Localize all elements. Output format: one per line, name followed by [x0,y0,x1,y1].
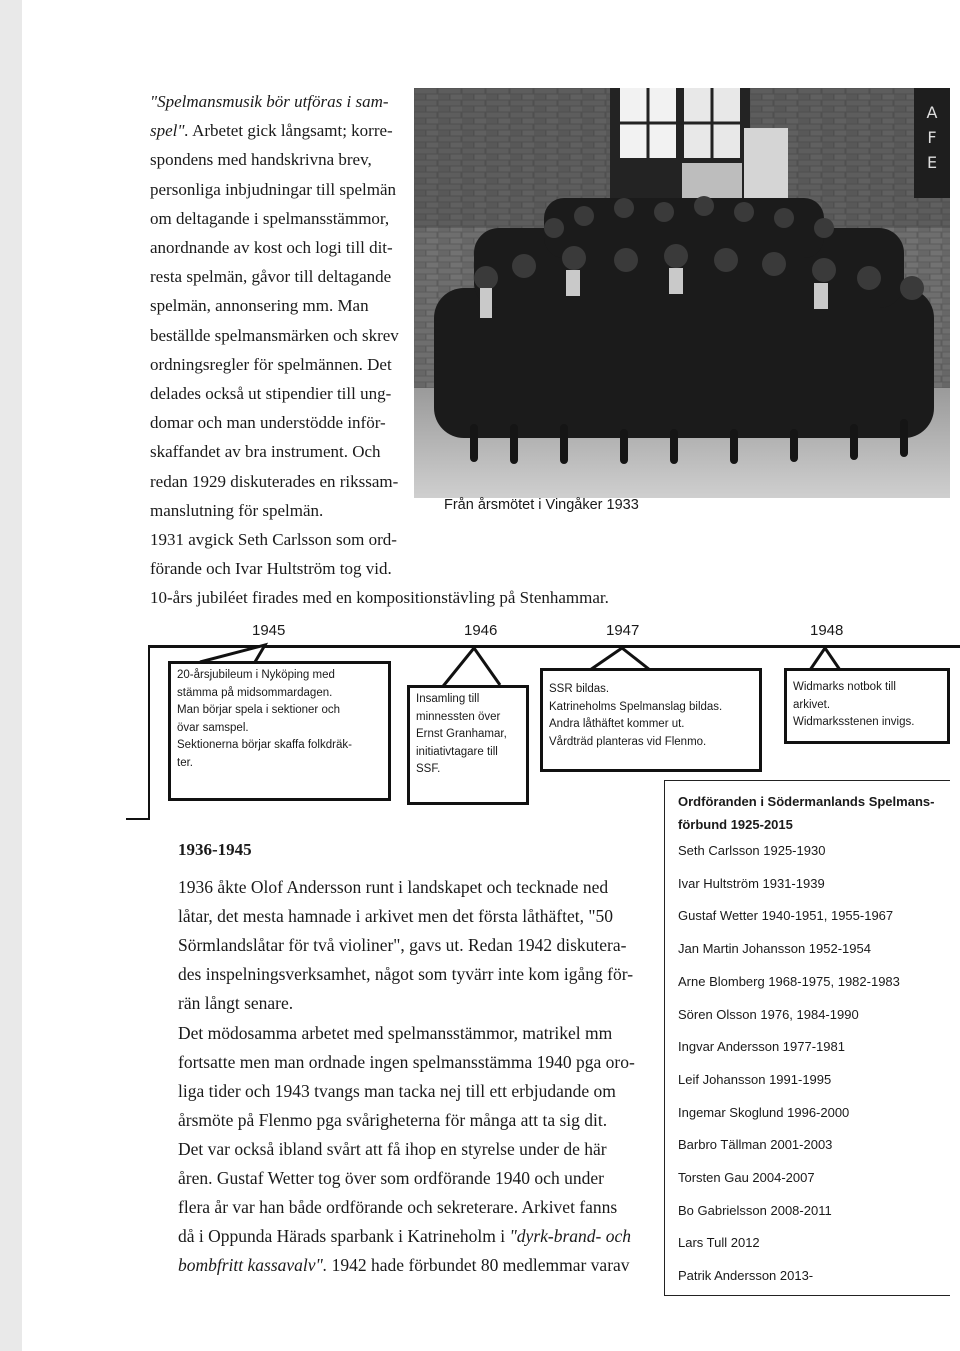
timeline-text: övar samspel. [177,721,249,734]
chairman-entry: Lars Tull 2012 [678,1235,760,1251]
text-line [178,1023,612,1043]
chairman-entry: Ingemar Skoglund 1996-2000 [678,1104,850,1120]
italic-span: spel". [150,121,189,141]
chairman-entry: Ingvar Andersson 1977-1981 [678,1039,845,1055]
timeline-text: Sektionerna börjar skaffa folkdräk- [177,739,352,751]
italic-span: bombfritt kassavalv". [178,1255,328,1276]
chairman-entry: Gustaf Wetter 1940-1951, 1955-1967 [678,908,894,924]
text-span: Det mödosamma arbetet med spelmansstämmor, matrikel mm [178,1022,613,1043]
timeline-text: Widmarksstenen invigs. [793,716,915,728]
text-span: manslutning för spelmän. [150,500,324,520]
chairman-entry: Arne Blomberg 1968-1975, 1982-1983 [678,973,900,989]
chairmen-title [678,790,934,836]
svg-text:E: E [926,153,938,172]
text-span: fortsatte men man ordnade ingen spelmansstämma 1940 pga oro- [178,1051,635,1072]
timeline-bracket-foot [126,818,150,820]
text-line [178,964,633,984]
year-label: 1947 [606,622,640,639]
chairman-entry: Ivar Hultström 1931-1939 [678,875,825,891]
timeline-text: Man börjar spela i sektioner och [177,704,340,716]
svg-text:F: F [927,128,937,147]
chairman-entry: Seth Carlsson 1925-1930 [678,843,826,858]
text-span: domar och man understödde inför- [150,413,386,433]
year-label: 1946 [464,622,498,639]
timeline-text: minnessten över [416,710,501,723]
timeline-text: arkivet. [793,698,831,711]
timeline-text: Vårdträd planteras vid Flenmo. [549,735,707,748]
chairmen-title-line: Ordföranden i Södermanlands Spelmans- [678,794,935,809]
timeline-box-1947 [540,668,762,772]
timeline-text: 20-årsjubileum i Nyköping med [177,669,335,681]
year-label: 1945 [252,622,286,639]
chairmen-title-line: förbund 1925-2015 [678,817,793,832]
timeline-text: initiativtagare till [416,745,498,758]
chairman-entry: Patrik Andersson 2013- [678,1268,814,1284]
text-span: rän långt senare. [178,993,294,1014]
text-span: resta spelmän, gåvor till deltagande [150,267,392,287]
text-span: låtar, det mesta hamnade i arkivet men det första låthäftet, "50 [178,906,614,927]
text-line [178,1197,617,1217]
text-span: 10-års jubiléet firades med en kompositionstävling på Stenhammar. [150,588,609,608]
chairman-entry: Leif Johansson 1991-1995 [678,1071,832,1087]
text-span: 1942 hade förbundet 80 medlemmar varav [327,1255,630,1276]
text-span: liga tider och 1943 tvangs man tacka nej till ett erbjudande om [178,1080,616,1101]
chairman-entry: Sören Olsson 1976, 1984-1990 [678,1006,859,1022]
italic-span: "Spelmansmusik bör utföras i sam- [150,92,389,111]
chairman-entry: Bo Gabrielsson 2008-2011 [678,1202,832,1218]
text-span: spondens med handskrivna brev, [150,150,372,170]
text-span: anordnande av kost och logi till dit- [150,238,393,257]
text-span: årsmöte på Flenmo pga svårigheterna för många att ta sig dit. [178,1109,608,1130]
year-label: 1948 [810,622,844,639]
text-span: om deltagande i spelmansstämmor, [150,208,390,228]
text-span: förande och Ivar Hultström tog vid. [150,559,392,579]
svg-text:A: A [926,103,938,122]
text-span: åren. Gustaf Wetter tog över som ordförande 1940 och under [178,1168,604,1188]
timeline-text: Katrineholms Spelmanslag bildas. [549,700,723,713]
text-line [178,1110,607,1130]
text-line [178,1168,604,1188]
text-span: Sörmlandslåtar för två violiner", gavs ut. Redan 1942 diskutera- [178,935,627,956]
timeline-text: Widmarks notbok till [793,681,896,693]
text-span: flera år var han både ordförande och sekreterare. Arkivet fanns [178,1197,618,1218]
chairman-entry: Barbro Tällman 2001-2003 [678,1137,833,1153]
timeline-text: SSR bildas. [549,683,610,695]
timeline-box-1948 [784,668,950,744]
timeline-box-1946 [407,685,529,805]
timeline-box-1945 [168,661,391,801]
text-line [178,935,626,955]
text-line [178,993,293,1013]
section-heading: 1936-1945 [178,840,252,859]
text-span: des inspelningsverksamhet, något som tyvärr inte kom igång för- [178,964,634,985]
text-span: Arbetet gick långsamt; korre- [188,121,393,141]
text-span: personliga inbjudningar till spelmän [150,179,396,199]
timeline-text: stämma på midsommardagen. [177,686,333,699]
chairman-entry: Torsten Gau 2004-2007 [678,1170,815,1185]
text-span: delades också ut stipendier till ung- [150,384,392,403]
italic-span: "dyrk-brand- och [509,1226,632,1247]
timeline-text: Insamling till [416,693,480,705]
timeline-text: Andra låthäftet kommer ut. [549,718,685,730]
text-span: 1931 avgick Seth Carlsson som ord- [150,530,397,549]
timeline-text: ter. [177,756,193,769]
text-line [178,1139,607,1159]
text-span: ordningsregler för spelmännen. Det [150,354,392,374]
text-span: skaffandet av bra instrument. Och [150,442,381,462]
text-line [178,906,613,926]
photo-caption: Från årsmötet i Vingåker 1933 [444,497,639,513]
text-line [178,1081,616,1101]
timeline-text: Ernst Granhamar, [416,728,507,740]
text-span: beställde spelmansmärken och skrev [150,325,399,345]
text-span: Det var också ibland svårt att få ihop en styrelse under de här [178,1138,607,1159]
text-span: då i Oppunda Härads sparbank i Katrineholm i [178,1226,510,1247]
chairman-entry: Jan Martin Johansson 1952-1954 [678,941,871,957]
text-line [178,877,608,897]
text-line [178,1052,635,1072]
timeline-text: SSF. [416,763,441,775]
text-span: 1936 åkte Olof Andersson runt i landskapet och tecknade ned [178,877,609,897]
text-span: spelmän, annonsering mm. Man [150,296,369,316]
text-line [178,1226,631,1246]
text-span: redan 1929 diskuterades en rikssam- [150,471,399,491]
text-line [178,1255,630,1275]
